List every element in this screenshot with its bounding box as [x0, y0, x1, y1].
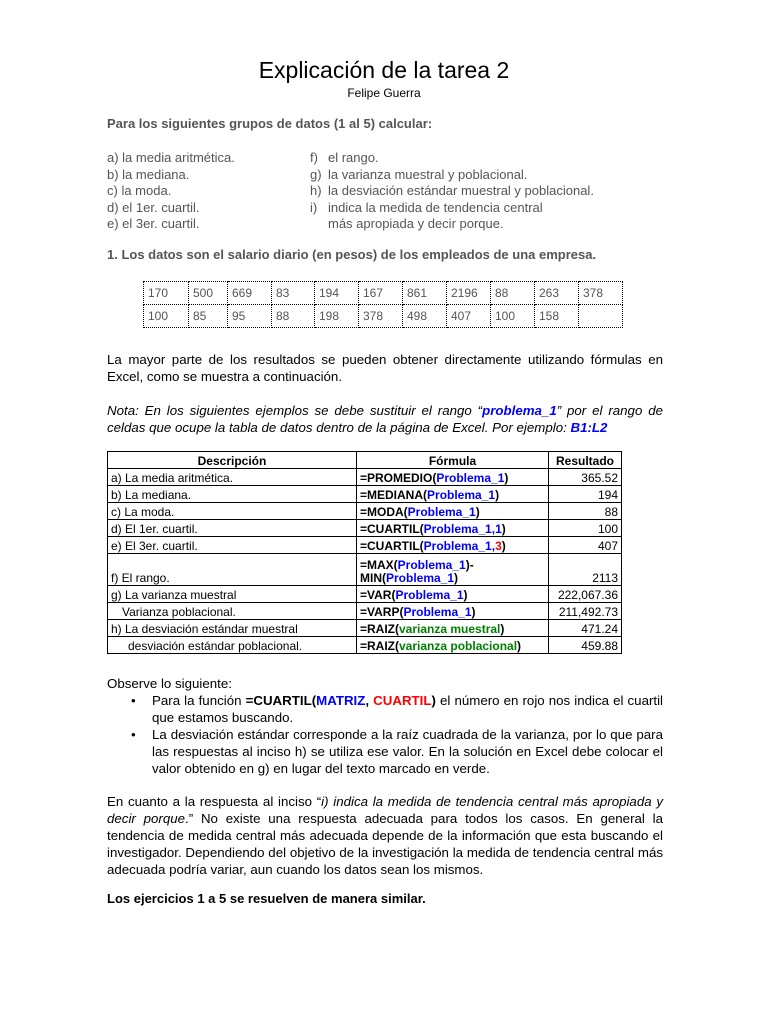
formula-function: =MEDIANA(	[360, 488, 428, 502]
table-row	[108, 469, 622, 486]
formula-argument: Problema_1	[423, 522, 492, 536]
formula-function: =VAR(	[360, 588, 396, 602]
answer-paragraph	[107, 793, 663, 878]
final-note: Los ejercicios 1 a 5 se resuelven de manera similar.	[107, 891, 426, 906]
comma: ,	[365, 693, 374, 708]
formula-argument: Problema_1	[427, 488, 496, 502]
formula-argument: Problema_1	[423, 539, 492, 553]
data-cell: 378	[359, 305, 403, 328]
task-item: a) la media aritmética.	[107, 150, 235, 165]
task-item	[310, 200, 594, 217]
formula-close: )	[471, 605, 476, 619]
answer-text: En cuanto a la respuesta al inciso “	[107, 794, 322, 809]
table-row	[108, 620, 622, 637]
table-row	[108, 637, 622, 654]
data-cell: 263	[535, 282, 579, 305]
formula-argument: varianza muestral	[399, 622, 501, 636]
formula-function: MIN(	[360, 571, 386, 585]
data-cell: 198	[315, 305, 359, 328]
data-cell: 669	[228, 282, 272, 305]
data-cell: 498	[403, 305, 447, 328]
table-header-row	[108, 452, 622, 469]
table-row	[108, 503, 622, 520]
data-cell: 88	[491, 282, 535, 305]
observe-heading: Observe lo siguiente:	[107, 676, 232, 691]
column-header: Resultado	[549, 452, 622, 469]
task-item	[310, 150, 594, 167]
task-item: b) la mediana.	[107, 166, 190, 182]
formula-close: )	[475, 505, 480, 519]
result-cell: 459.88	[549, 637, 622, 654]
formula-close: )	[495, 488, 500, 502]
formula-separator: ,	[491, 539, 496, 553]
result-cell: 365.52	[549, 469, 622, 486]
description-cell: desviación estándar poblacional.	[108, 637, 357, 654]
bullet-icon: •	[131, 727, 136, 742]
task-item: e) el 3er. cuartil.	[107, 216, 200, 232]
task-letter: g)	[310, 166, 322, 182]
formula-function: =MAX(	[360, 558, 398, 572]
column-header: Descripción	[108, 452, 357, 469]
data-cell: 85	[189, 305, 228, 328]
formula-cell	[357, 469, 549, 486]
formula-argument: Problema_1	[395, 588, 464, 602]
formula-close: )	[454, 571, 459, 585]
formula-function: =RAIZ(	[360, 639, 399, 653]
column-header: Fórmula	[357, 452, 549, 469]
data-cell: 167	[359, 282, 403, 305]
formula-close: )	[463, 588, 468, 602]
formula-cell	[357, 486, 549, 503]
task-letter: i)	[310, 199, 318, 215]
data-cell: 170	[144, 282, 189, 305]
formula-argument: varianza poblacional	[399, 639, 518, 653]
formula-cell	[357, 586, 549, 603]
page-title: Explicación de la tarea 2	[258, 57, 510, 83]
bullet-text: el número en rojo nos indica el cuartil que estamos buscando.	[152, 693, 664, 725]
result-cell: 2113	[549, 554, 622, 586]
data-table	[143, 281, 623, 328]
task-item: c) la moda.	[107, 183, 172, 199]
formula-cell	[357, 637, 549, 654]
range-name: problema_1	[482, 403, 557, 418]
author-name: Felipe Guerra	[347, 86, 421, 100]
data-cell: 2196	[447, 282, 491, 305]
formula-argument: Problema_1	[403, 605, 472, 619]
task-list-left	[107, 150, 235, 233]
formula-argument: Problema_1	[436, 471, 505, 485]
task-item: d) el 1er. cuartil.	[107, 199, 200, 215]
matriz-label: MATRIZ	[316, 693, 366, 708]
description-cell: g) La varianza muestral	[108, 586, 357, 603]
formula-function: =CUARTIL(	[360, 522, 424, 536]
formula-quartile: 1	[495, 522, 502, 536]
excel-paragraph: La mayor parte de los resultados se pueden obtener directamente utilizando fórmulas en Excel, como se muestra a continuación.	[107, 352, 663, 384]
formula-close: )	[501, 522, 506, 536]
formula-cell	[357, 520, 549, 537]
data-cell: 83	[272, 282, 315, 305]
close-paren: )	[431, 693, 436, 708]
data-cell: 95	[228, 305, 272, 328]
task-text: el rango.	[328, 150, 379, 165]
task-text: la varianza muestral y poblacional.	[328, 166, 528, 182]
formula-cell	[357, 537, 549, 554]
formula-table	[107, 451, 622, 654]
formula-function: =VARP(	[360, 605, 404, 619]
formula-function: =CUARTIL(	[360, 539, 424, 553]
data-cell: 861	[403, 282, 447, 305]
result-cell: 100	[549, 520, 622, 537]
formula-argument: Problema_1	[407, 505, 476, 519]
note-text: ” por el rango de celdas que ocupe la tabla de datos dentro de la página de Excel. Por ejemplo:	[107, 403, 663, 435]
list-item	[107, 692, 663, 726]
data-cell: 158	[535, 305, 579, 328]
formula-close: )	[517, 639, 522, 653]
task-item	[310, 216, 594, 233]
formula-argument: Problema_1	[397, 558, 466, 572]
result-cell: 211,492.73	[549, 603, 622, 620]
task-text: indica la medida de tendencia central	[328, 199, 543, 215]
data-cell: 500	[189, 282, 228, 305]
formula-close: )-	[465, 558, 474, 572]
answer-text: .” No existe una respuesta adecuada para todos los casos. En general la tendencia de medida central más adecuada depende de la información que esta buscando el investigador. Dependiendo del objetivo de la investigación la medida de tendencia central más adecuada podría variar, aun cuando los datos sean los mismos.	[107, 811, 663, 877]
table-row	[144, 282, 623, 305]
description-cell: Varianza poblacional.	[108, 603, 357, 620]
data-cell: 100	[491, 305, 535, 328]
note-text: Nota: En los siguientes ejemplos se debe sustituir el rango “	[107, 403, 483, 418]
description-cell: h) La desviación estándar muestral	[108, 620, 357, 637]
task-list-right	[310, 150, 594, 233]
formula-function: =PROMEDIO(	[360, 471, 437, 485]
result-cell: 194	[549, 486, 622, 503]
formula-function: =RAIZ(	[360, 622, 399, 636]
data-cell: 407	[447, 305, 491, 328]
description-cell: c) La moda.	[108, 503, 357, 520]
formula-cell	[357, 603, 549, 620]
data-cell: 378	[579, 282, 623, 305]
formula-cell	[357, 620, 549, 637]
formula-quartile: 3	[495, 539, 502, 553]
table-row	[108, 586, 622, 603]
table-row	[108, 486, 622, 503]
description-cell: f) El rango.	[108, 554, 357, 586]
task-letter: h)	[310, 183, 322, 199]
table-row	[144, 305, 623, 328]
result-cell: 88	[549, 503, 622, 520]
bullet-text: Para la función	[152, 693, 246, 708]
description-cell: d) El 1er. cuartil.	[108, 520, 357, 537]
function-name: =CUARTIL(	[245, 693, 317, 708]
list-item	[107, 726, 663, 777]
task-text: la desviación estándar muestral y poblacional.	[328, 183, 594, 199]
bullet-icon: •	[131, 693, 136, 708]
cuartil-label: CUARTIL	[373, 693, 432, 708]
result-cell: 222,067.36	[549, 586, 622, 603]
intro-text: Para los siguientes grupos de datos (1 al 5) calcular:	[107, 116, 433, 131]
section-heading: 1. Los datos son el salario diario (en pesos) de los empleados de una empresa.	[107, 247, 597, 262]
formula-cell	[357, 554, 549, 586]
formula-cell	[357, 503, 549, 520]
table-row	[108, 537, 622, 554]
table-row	[108, 554, 622, 586]
formula-close: )	[504, 471, 509, 485]
answer-quote: i) indica la medida de tendencia central más apropiada y decir porque	[107, 794, 663, 826]
result-cell: 407	[549, 537, 622, 554]
observation-list	[107, 692, 663, 777]
note-paragraph	[107, 402, 663, 436]
task-letter: f)	[310, 150, 318, 165]
bullet-text: La desviación estándar corresponde a la raíz cuadrada de la varianza, por lo que para las respuestas al inciso h) se utiliza ese valor. En la solución en Excel debe colocar el valor obtenido en g) en lugar del texto marcado en verde.	[152, 727, 663, 776]
table-row	[108, 603, 622, 620]
formula-function: =MODA(	[360, 505, 408, 519]
description-cell: e) El 3er. cuartil.	[108, 537, 357, 554]
range-example: B1:L2	[570, 420, 608, 435]
description-cell: b) La mediana.	[108, 486, 357, 503]
description-cell: a) La media aritmética.	[108, 469, 357, 486]
data-cell: 194	[315, 282, 359, 305]
task-text: más apropiada y decir porque.	[328, 216, 504, 232]
data-cell	[579, 305, 623, 328]
table-row	[108, 520, 622, 537]
formula-close: )	[501, 539, 506, 553]
formula-separator: ,	[491, 522, 496, 536]
task-item	[310, 167, 594, 184]
data-cell: 100	[144, 305, 189, 328]
formula-close: )	[500, 622, 505, 636]
formula-argument: Problema_1	[386, 571, 455, 585]
task-item	[310, 183, 594, 200]
data-cell: 88	[272, 305, 315, 328]
result-cell: 471.24	[549, 620, 622, 637]
